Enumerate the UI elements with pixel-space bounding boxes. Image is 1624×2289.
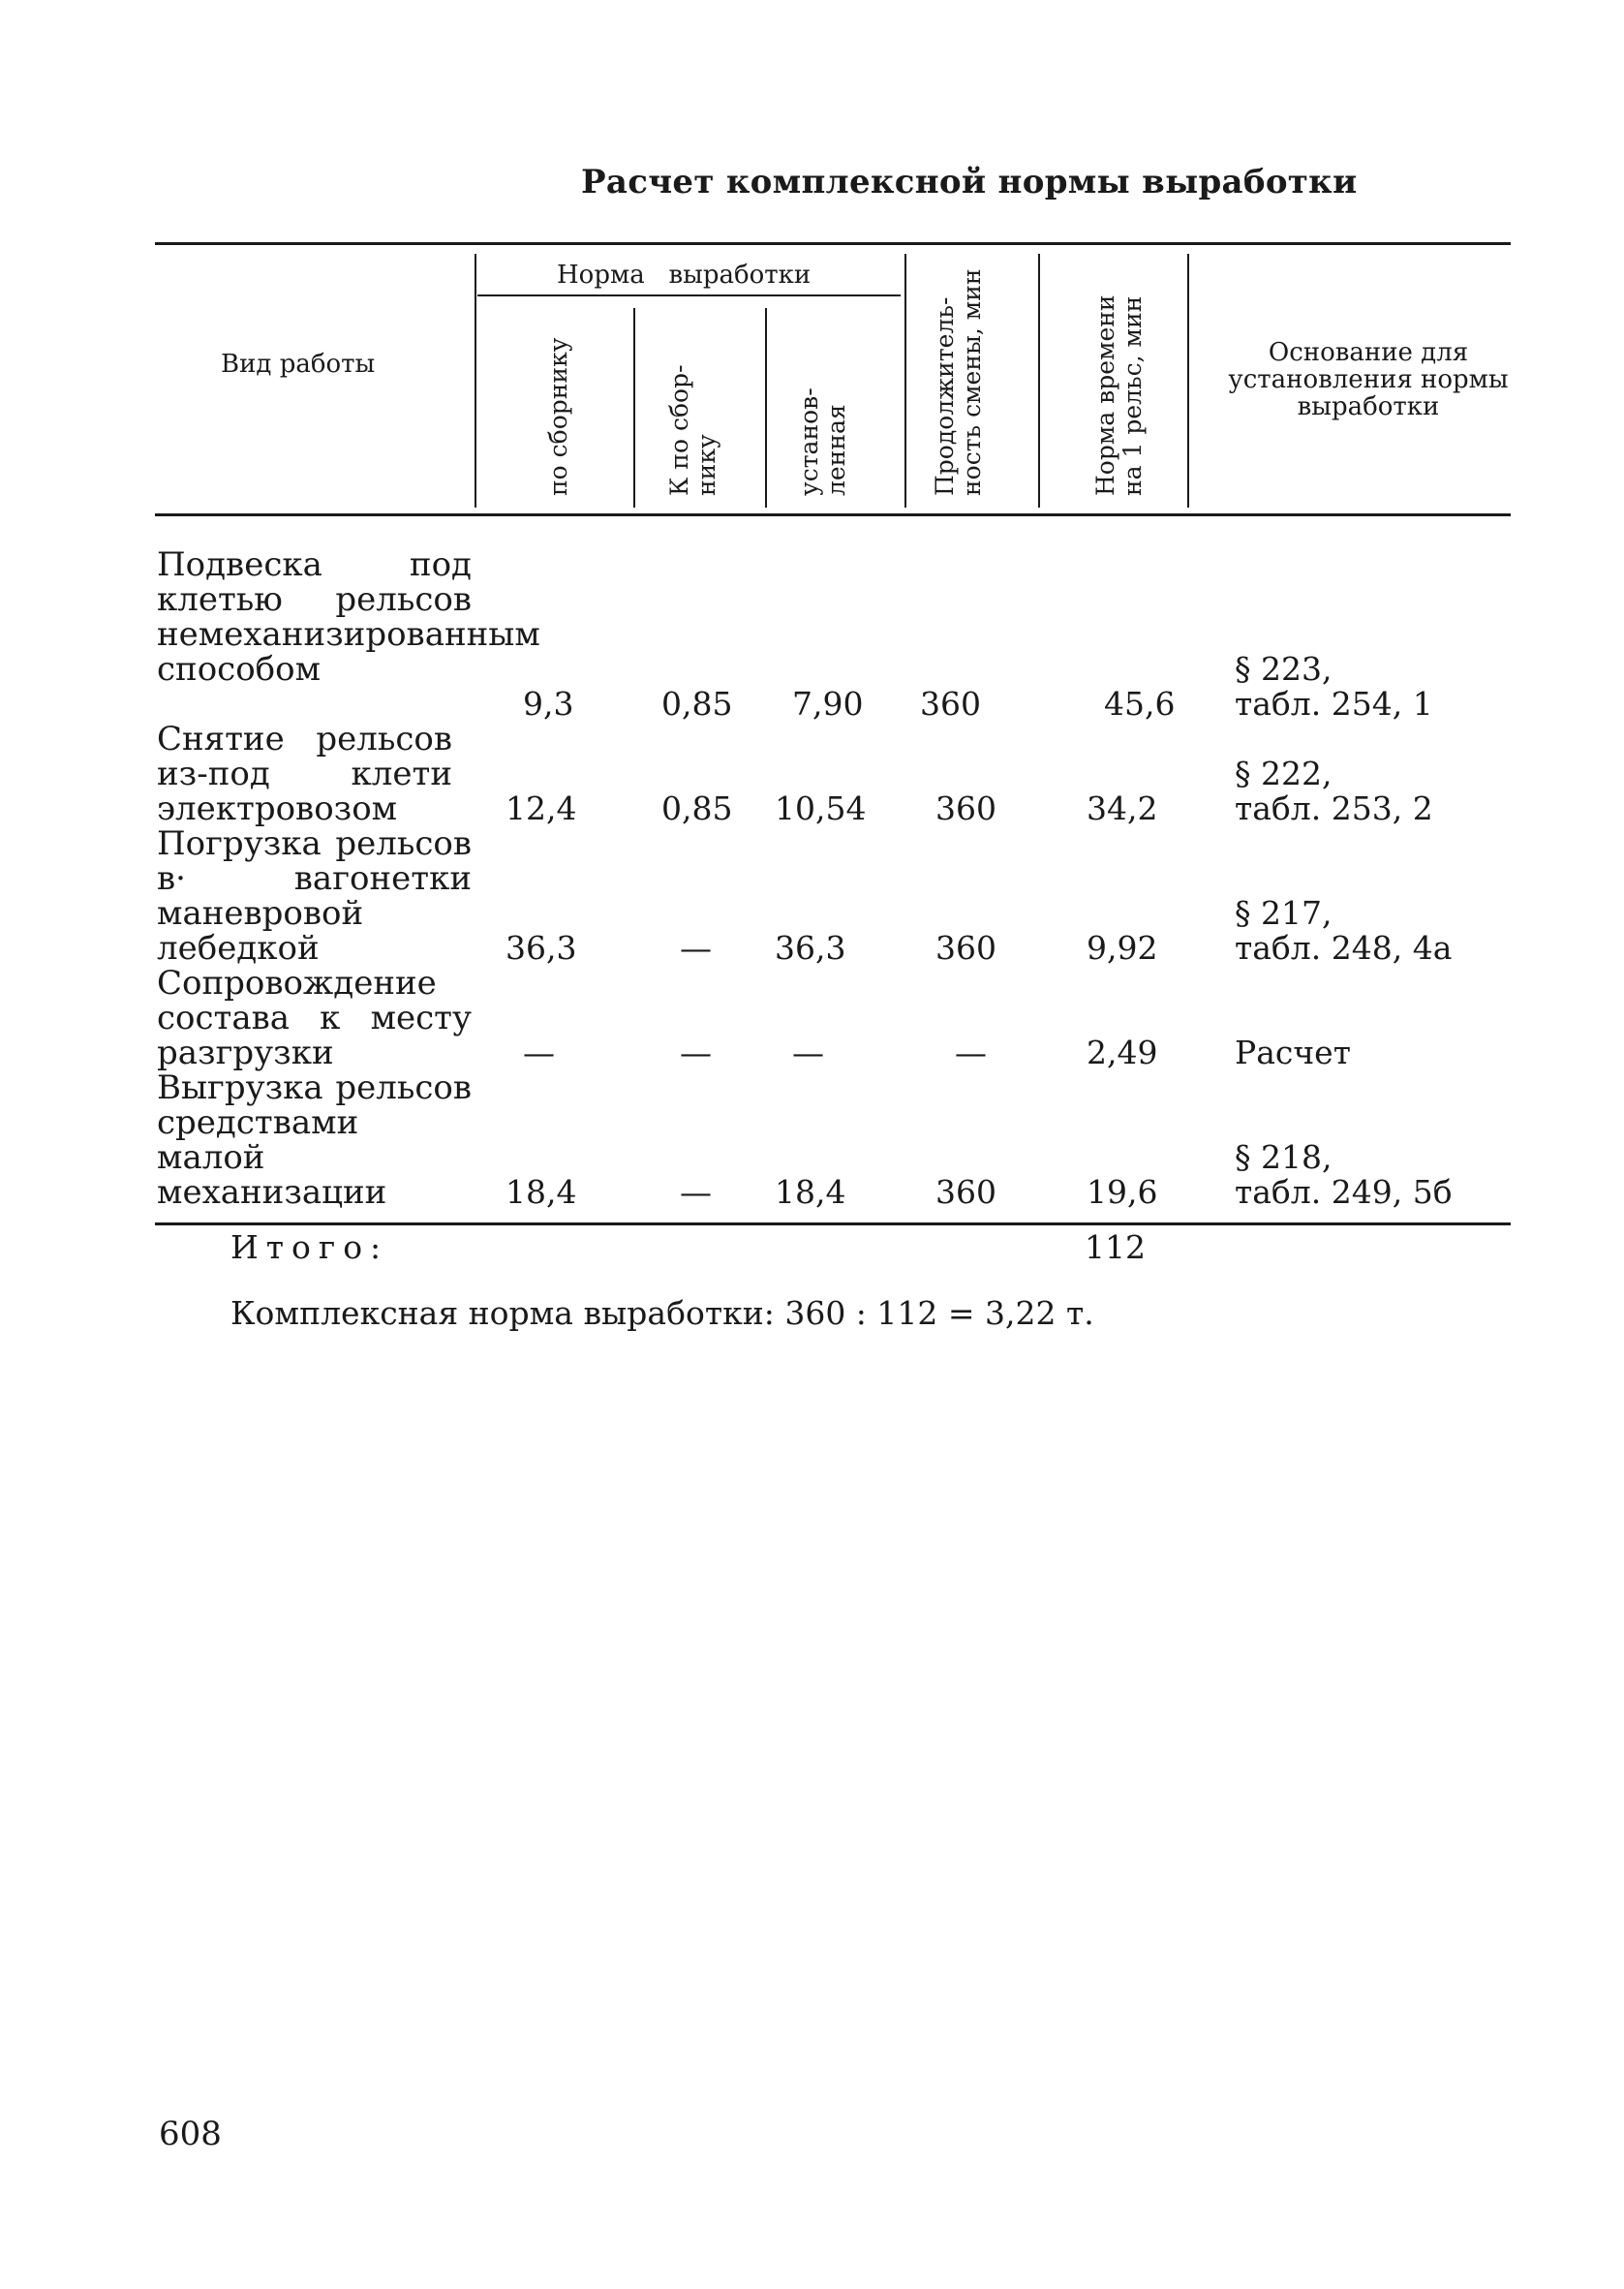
established-cell: 36,3 <box>775 929 846 967</box>
shift-cell: 360 <box>935 1173 996 1211</box>
header-established: установ- ленная <box>795 387 850 496</box>
header-shift-duration: Продолжитель- ность смены, мин <box>931 268 986 496</box>
table-top-rule <box>155 242 1511 245</box>
basis-cell-line1: § 223, <box>1235 650 1333 688</box>
norm-group-rule <box>477 294 901 296</box>
header-bottom-rule <box>155 513 1511 516</box>
page-number: 608 <box>159 2115 222 2153</box>
col-divider-3 <box>765 308 767 508</box>
basis-cell-line1: § 217, <box>1235 894 1333 932</box>
work-type-cell: Погрузка рельсов в· вагонетки маневровой лебедкой <box>157 824 472 968</box>
time-cell: 45,6 <box>1104 685 1176 723</box>
page-title: Расчет комплексной нормы выработки <box>581 163 1358 201</box>
header-k-collection: К по сбор- нику <box>665 364 720 496</box>
header-norm-group: Норма выработки <box>557 261 812 290</box>
k-cell: 0,85 <box>661 789 733 827</box>
basis-cell-line2: табл. 253, 2 <box>1235 789 1433 827</box>
header-by-collection: по сборнику <box>544 337 572 496</box>
established-cell: 18,4 <box>775 1173 846 1211</box>
established-cell: 10,54 <box>775 789 867 827</box>
by-collection-cell: 12,4 <box>506 789 577 827</box>
established-cell: — <box>792 1034 824 1071</box>
header-basis: Основание для установления нормы выработки <box>1228 338 1509 421</box>
time-cell: 34,2 <box>1087 789 1158 827</box>
k-cell: 0,85 <box>661 685 733 723</box>
by-collection-cell: 18,4 <box>506 1173 577 1211</box>
k-cell: — <box>680 1173 712 1211</box>
k-cell: — <box>680 1034 712 1071</box>
col-divider-2 <box>633 308 635 508</box>
established-cell: 7,90 <box>792 685 864 723</box>
shift-cell: — <box>955 1034 987 1071</box>
by-collection-cell: 9,3 <box>523 685 574 723</box>
shift-cell: 360 <box>935 789 996 827</box>
time-cell: 9,92 <box>1087 929 1158 967</box>
basis-cell-line2: табл. 249, 5б <box>1235 1173 1453 1211</box>
basis-cell-line2: табл. 254, 1 <box>1235 685 1433 723</box>
time-cell: 2,49 <box>1087 1034 1158 1071</box>
by-collection-cell: — <box>523 1034 555 1071</box>
shift-cell: 360 <box>935 929 996 967</box>
basis-cell-line1: § 218, <box>1235 1138 1333 1176</box>
work-type-cell: Подвеска под клетью рельсов немеханизированным способом <box>157 545 540 689</box>
col-divider-4 <box>904 254 906 508</box>
col-divider-5 <box>1038 254 1040 508</box>
k-cell: — <box>680 929 712 967</box>
shift-cell: 360 <box>920 685 981 723</box>
col-divider-6 <box>1187 254 1189 508</box>
basis-cell-line2: табл. 248, 4а <box>1235 929 1453 967</box>
header-work-type: Вид работы <box>221 350 376 379</box>
work-type-cell: Снятие рельсов из-под клети электровозом <box>157 720 452 828</box>
header-time-norm: Норма времени на 1 рельс, мин <box>1091 294 1147 496</box>
col-divider-1 <box>475 254 476 508</box>
complex-norm-formula: Комплексная норма выработки: 360 : 112 = 3,22 т. <box>230 1294 1094 1332</box>
basis-cell-line1: § 222, <box>1235 755 1333 792</box>
work-type-cell: Сопровождение состава к месту разгрузки <box>157 964 472 1072</box>
total-label: Итого: <box>230 1228 389 1266</box>
total-rule <box>155 1222 1511 1225</box>
basis-cell-line2: Расчет <box>1235 1034 1351 1071</box>
time-cell: 19,6 <box>1087 1173 1158 1211</box>
total-value: 112 <box>1085 1228 1146 1266</box>
by-collection-cell: 36,3 <box>506 929 577 967</box>
work-type-cell: Выгрузка рельсов средствами малой механизации <box>157 1068 472 1212</box>
